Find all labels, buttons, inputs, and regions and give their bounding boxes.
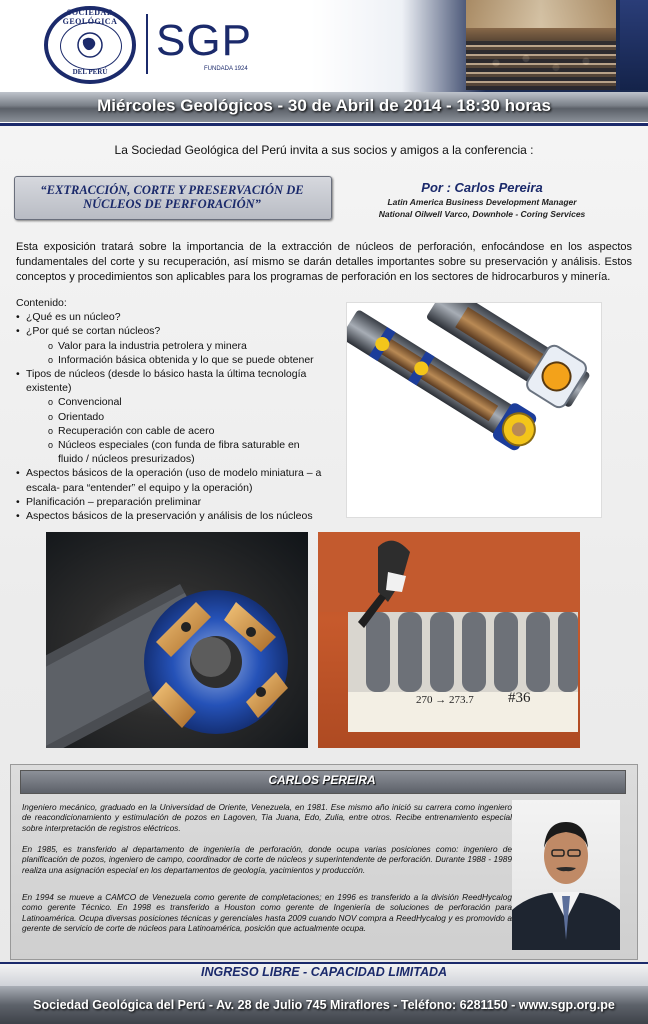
list-item: • ¿Por qué se cortan núcleos? (16, 324, 346, 338)
contents-heading: Contenido: (16, 297, 67, 309)
bio-paragraph-2: En 1985, es transferido al departamento de ingeniería de perforación, donde ocupa varias posiciones como: ingeniero de planificación de pozos, ingeniero de campo, coordinador de corte de núcleos y superintendente de perforación. Durante 1988 - 1989 realiza una asignación especial en los departamentos de geología, yacimientos y producción. (22, 844, 512, 875)
sub-list-item: o Convencional (16, 395, 346, 409)
coring-tool-illustration (346, 302, 602, 518)
sgp-logo-text: SGP (156, 16, 252, 65)
intro-paragraph: Esta exposición tratará sobre la importancia de la extracción de núcleos de perforación, enfocándose en los aspectos fundamentales del corte y su recuperación, así mismo se darán detalles importantes sobre su preservación y análisis. Estos conceptos y procedimientos son aplicables para los programas de perforación en los sectores de hidrocarburos y minería. (16, 241, 632, 283)
speaker-name: Por : Carlos Pereira (421, 180, 543, 195)
core-box-number: #36 (508, 690, 531, 706)
list-item (16, 367, 346, 395)
sub-list-item (16, 438, 346, 466)
speaker-portrait (512, 800, 620, 950)
sub-list-item: o Orientado (16, 410, 346, 424)
contact-info: Sociedad Geológica del Perú - Av. 28 de Julio 745 Miraflores - Teléfono: 6281150 - www.sgp.org.pe (33, 998, 615, 1012)
core-bit-photo (46, 532, 308, 748)
invitation-text: La Sociedad Geológica del Perú invita a sus socios y amigos a la conferencia : (114, 143, 534, 157)
sub-list-item: o Valor para la industria petrolera y minera (16, 339, 346, 353)
core-bit-graphic (46, 532, 308, 748)
core-box-depth-label: 270 → 273.7 (416, 694, 474, 706)
seal-top-text: SOCIEDAD GEOLÓGICA (62, 8, 118, 26)
speaker-role: Latin America Business Development Manager (387, 197, 577, 207)
sub-list-item-text-cont: fluido / núcleos presurizados) (58, 453, 195, 466)
sub-list-item: o Información básica obtenida y lo que se puede obtener (16, 353, 346, 367)
list-item-text-cont: escala- para “entender” el equipo y la operación) (26, 481, 253, 494)
logo-divider (146, 14, 148, 74)
core-box-photo (318, 532, 580, 748)
sub-list-item-text: Núcleos especiales (con funda de fibra saturable en (58, 439, 300, 452)
globe-icon (75, 30, 105, 60)
portrait-graphic (512, 800, 620, 950)
bio-paragraph-1: Ingeniero mecánico, graduado en la Universidad de Oriente, Venezuela, en 1981. Ese mismo año inició su carrera como ingeniero de reacondicionamiento y estimulación de pozos en Lagoven, Tia Juana, Edo, Zulia, entre otros. Recibe entrenamiento especial sobre interpretación de registros eléctricos. (22, 802, 512, 833)
list-item-text: Tipos de núcleos (desde lo básico hasta la última tecnología (26, 368, 307, 381)
seal-bottom-text: DEL PERÚ (72, 68, 108, 76)
list-item: • Planificación – preparación preliminar (16, 495, 346, 509)
event-date: Miércoles Geológicos - 30 de Abril de 2014 - 18:30 horas (97, 96, 551, 115)
talk-title-line1: “EXTRACCIÓN, CORTE Y PRESERVACIÓN DE (40, 183, 304, 197)
list-item-text-cont: existente) (26, 382, 72, 395)
list-item: • Aspectos básicos de la preservación y análisis de los núcleos (16, 509, 346, 523)
list-item (16, 466, 346, 494)
core-box-graphic (318, 532, 580, 748)
audience-photo (466, 0, 616, 90)
bio-heading: CARLOS PEREIRA (268, 773, 376, 787)
talk-title-line2: NÚCLEOS DE PERFORACIÓN” (83, 197, 261, 211)
list-item: • ¿Qué es un núcleo? (16, 310, 346, 324)
bio-paragraph-3: En 1994 se mueve a CAMCO de Venezuela como gerente de completaciones; en 1996 es transferido a la división ReedHycalog como gerente Técnico. En 1998 es transferido a Houston como gerente de Ingeniería de soluciones de perforación para Latinoamérica. Ocupa diversas posiciones técnicas y gerenciales hasta 2009 cuando NOV compra a ReedHycalog y es promovido a gerente de servicio de corte de núcleos para Latinoamérica, posición que actualmente ocupa. (22, 892, 512, 934)
speaker-company: National Oilwell Varco, Downhole - Coring Services (378, 209, 586, 219)
list-item-text: Aspectos básicos de la operación (uso de modelo miniatura – a (26, 467, 322, 480)
header-accent-strip (620, 0, 648, 90)
free-entry-text: INGRESO LIBRE - CAPACIDAD LIMITADA (200, 965, 448, 979)
coring-tool-graphic (347, 303, 601, 517)
contents-list (16, 296, 346, 523)
sub-list-item: o Recuperación con cable de acero (16, 424, 346, 438)
founded-text: FUNDADA 1924 (204, 66, 248, 72)
